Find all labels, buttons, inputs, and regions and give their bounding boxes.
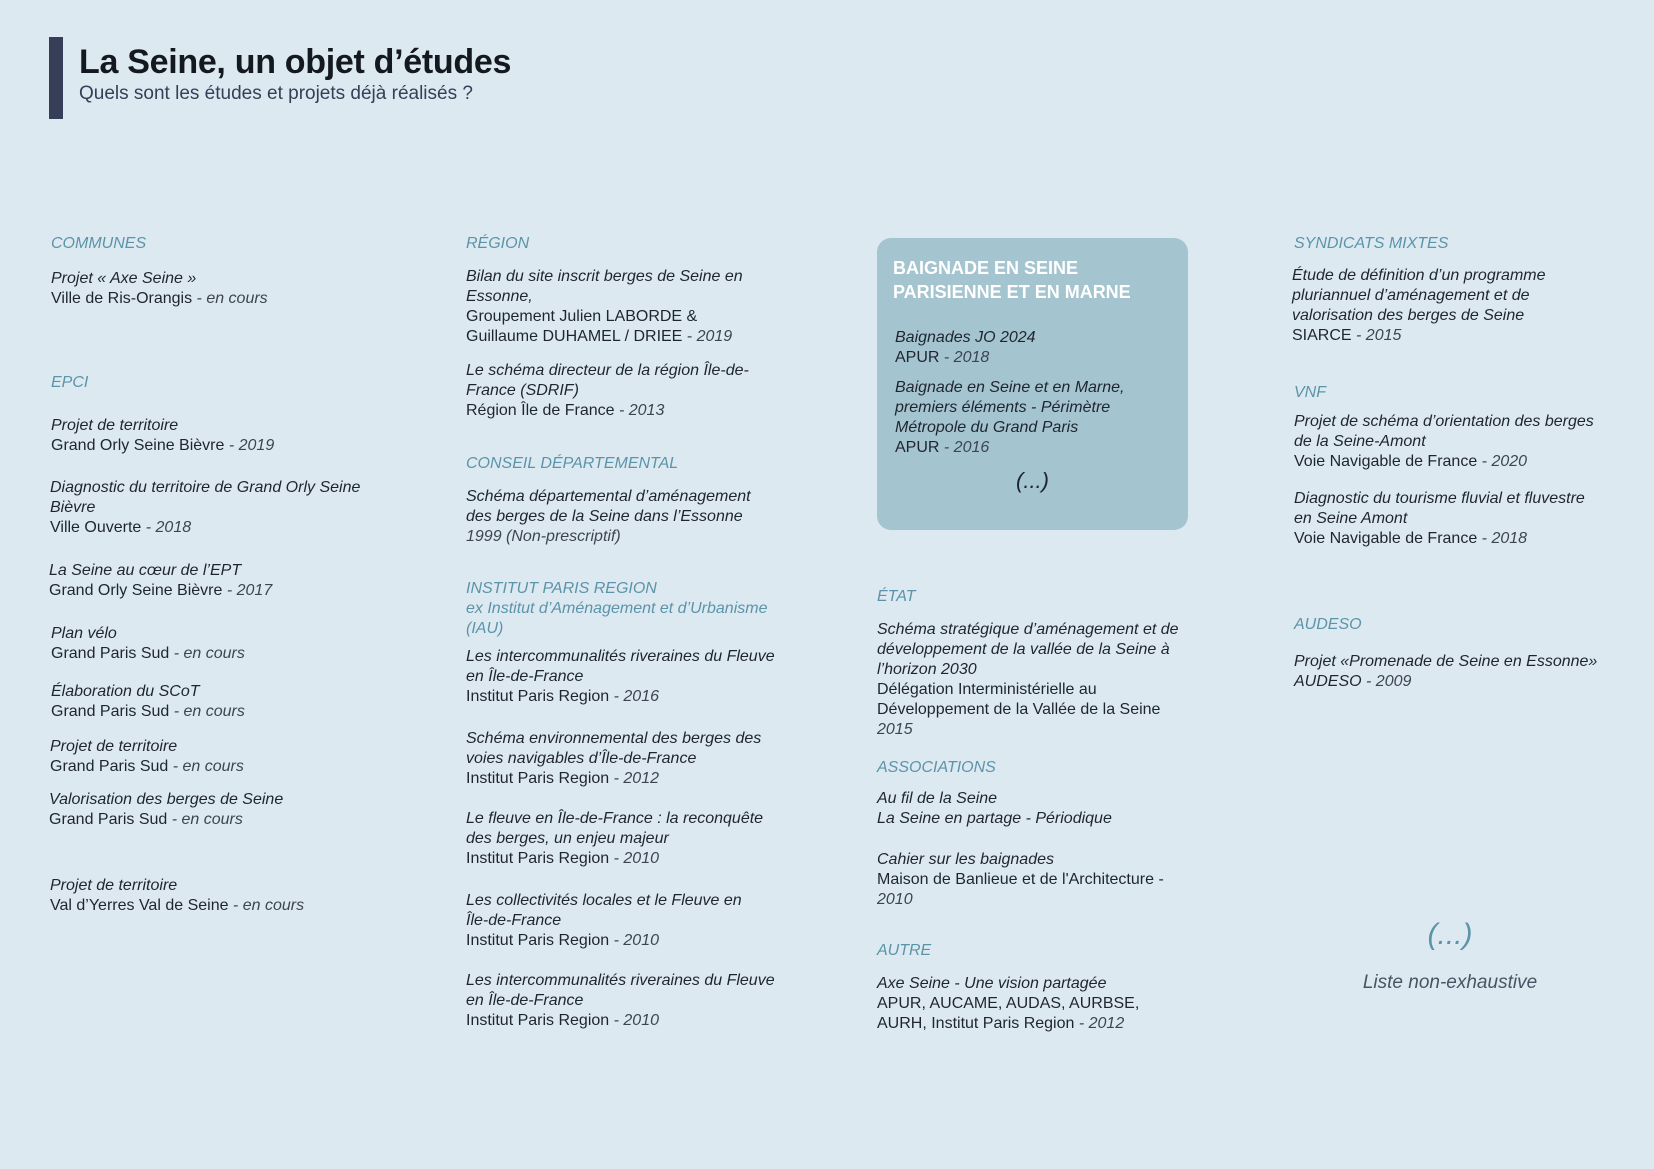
list-item: Plan vélo Grand Paris Sud - en cours — [51, 625, 245, 662]
list-item: Projet «Promenade de Seine en Essonne» AUDESO - 2009 — [1294, 653, 1598, 690]
section-label-vnf: VNF — [1294, 384, 1326, 401]
list-item: Diagnostic du tourisme fluvial et fluvestre en Seine Amont Voie Navigable de France - 2018 — [1294, 490, 1585, 547]
section-label-etat: ÉTAT — [877, 588, 916, 605]
list-item: Le schéma directeur de la région Île-de-France (SDRIF) Région Île de France - 2013 — [466, 362, 749, 419]
list-item: Schéma départemental d’aménagement des berges de la Seine dans l’Essonne 1999 (Non-prescriptif) — [466, 488, 751, 545]
box-title: BAIGNADE EN SEINE PARISIENNE ET EN MARNE — [893, 258, 1131, 302]
list-item: Schéma environnemental des berges des voies navigables d’Île-de-France Institut Paris Region - 2012 — [466, 730, 762, 787]
list-item: Bilan du site inscrit berges de Seine en Essonne, Groupement Julien LABORDE & Guillaume DUHAMEL / DRIEE - 2019 — [466, 268, 743, 345]
list-item: Diagnostic du territoire de Grand Orly Seine Bièvre Ville Ouverte - 2018 — [50, 479, 361, 536]
section-label-syndicats-mixtes: SYNDICATS MIXTES — [1294, 235, 1449, 252]
box-ellipsis: (...) — [1016, 468, 1049, 493]
list-item: Élaboration du SCoT Grand Paris Sud - en cours — [51, 683, 245, 720]
list-item: Baignade en Seine et en Marne, premiers éléments - Périmètre Métropole du Grand Paris APUR - 2016 — [895, 379, 1125, 456]
section-label-audeso: AUDESO — [1294, 616, 1362, 633]
list-item: Cahier sur les baignades Maison de Banlieue et de l'Architecture - 2010 — [877, 851, 1164, 908]
list-item: Schéma stratégique d’aménagement et de développement de la vallée de la Seine à l’horizon 2030 Délégation Interministérielle au Développement de la Vallée de la Seine 2015 — [877, 621, 1179, 738]
section-label-epci: EPCI — [51, 374, 89, 391]
list-item: Projet de territoire Grand Paris Sud - en cours — [50, 738, 244, 775]
list-item: Projet de schéma d’orientation des berges de la Seine-Amont Voie Navigable de France - 2020 — [1294, 413, 1594, 470]
list-item: Projet « Axe Seine » Ville de Ris-Orangis - en cours — [51, 270, 268, 307]
section-label-conseil-departemental: CONSEIL DÉPARTEMENTAL — [466, 455, 679, 472]
list-item: Les intercommunalités riveraines du Fleuve en Île-de-France Institut Paris Region - 2016 — [466, 648, 775, 705]
baignade-highlight-box — [877, 238, 1188, 530]
section-label-associations: ASSOCIATIONS — [877, 759, 996, 776]
header-accent-bar — [49, 37, 63, 119]
list-item: La Seine au cœur de l’EPT Grand Orly Seine Bièvre - 2017 — [49, 562, 273, 599]
list-item: Étude de définition d’un programme pluriannuel d’aménagement et de valorisation des berges de Seine SIARCE - 2015 — [1292, 267, 1546, 344]
list-item: Baignades JO 2024 APUR - 2018 — [895, 329, 1036, 366]
list-item: Le fleuve en Île-de-France : la reconquête des berges, un enjeu majeur Institut Paris Region - 2010 — [466, 810, 764, 867]
section-sublabel: ex Institut d’Aménagement et d’Urbanisme (IAU) — [466, 600, 768, 637]
section-label-communes: COMMUNES — [51, 235, 147, 252]
list-item: Au fil de la Seine La Seine en partage - Périodique — [877, 790, 1112, 827]
list-ellipsis: (...) — [1427, 918, 1473, 951]
section-label-region: RÉGION — [466, 235, 530, 252]
list-item: Valorisation des berges de Seine Grand Paris Sud - en cours — [49, 791, 284, 828]
section-label-autre: AUTRE — [877, 942, 932, 959]
list-item: Les collectivités locales et le Fleuve en Île-de-France Institut Paris Region - 2010 — [466, 892, 742, 949]
section-label-institut-paris-region: INSTITUT PARIS REGION ex Institut d’Aménagement et d’Urbanisme (IAU) — [466, 579, 786, 639]
list-item: Projet de territoire Grand Orly Seine Bièvre - 2019 — [51, 417, 275, 454]
list-item: Les intercommunalités riveraines du Fleuve en Île-de-France Institut Paris Region - 2010 — [466, 972, 775, 1029]
list-item: Axe Seine - Une vision partagée APUR, AUCAME, AUDAS, AURBSE, AURH, Institut Paris Region - 2012 — [877, 975, 1140, 1032]
page-title: La Seine, un objet d’études — [79, 43, 512, 81]
non-exhaustive-note: Liste non-exhaustive — [1362, 972, 1538, 993]
list-item: Projet de territoire Val d’Yerres Val de Seine - en cours — [50, 877, 305, 914]
page-subtitle: Quels sont les études et projets déjà réalisés ? — [79, 83, 473, 104]
